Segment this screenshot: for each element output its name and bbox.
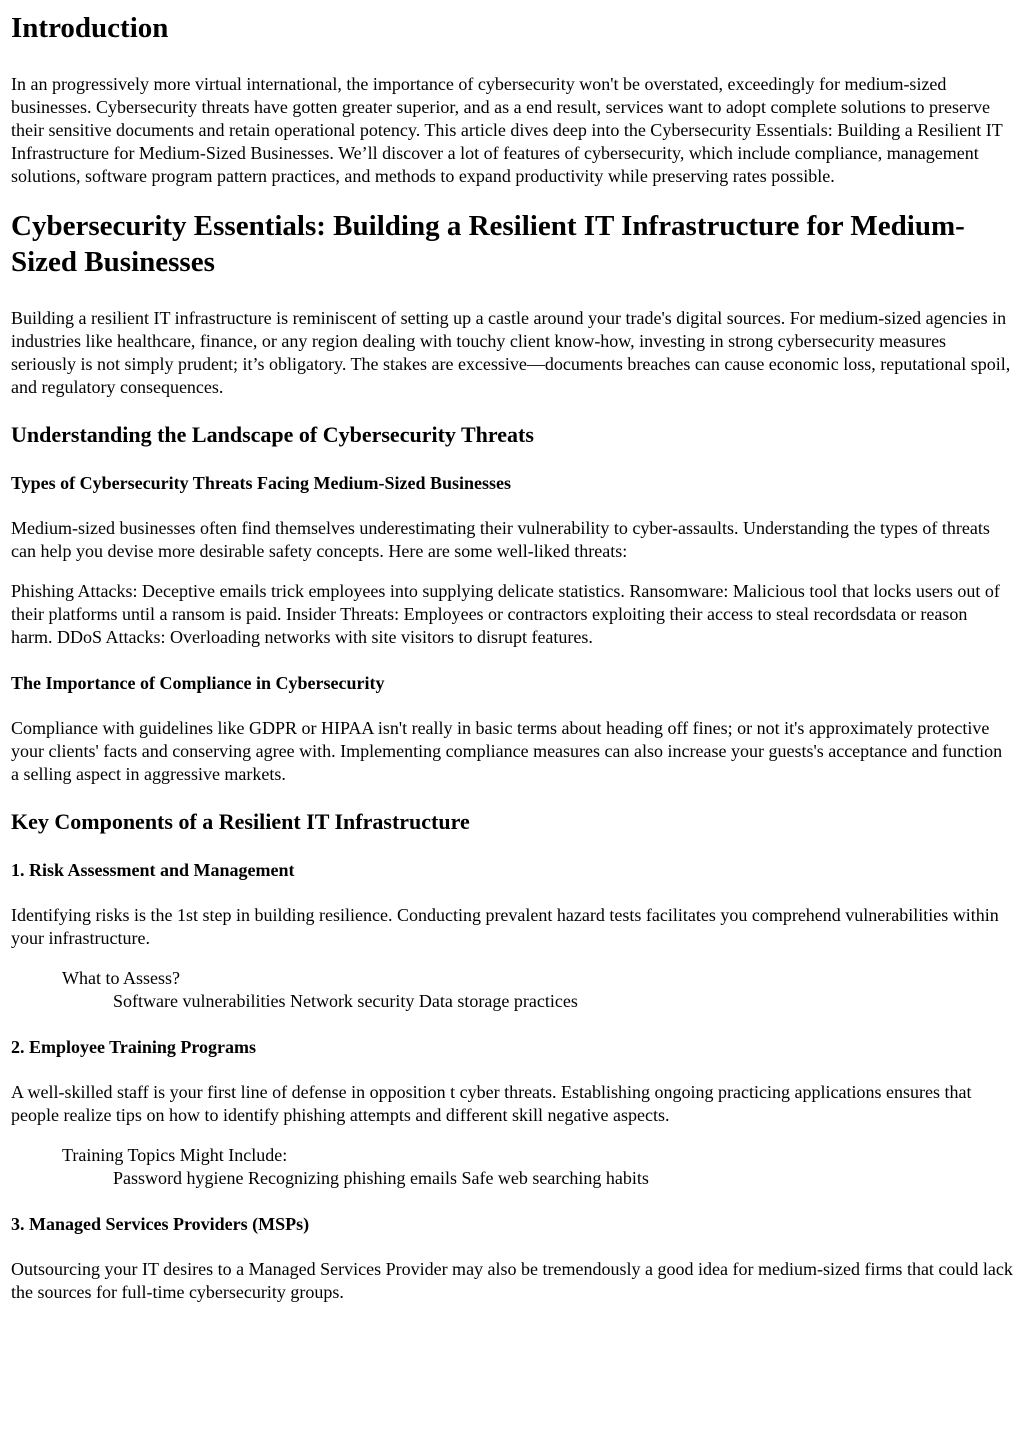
training-heading: 2. Employee Training Programs [11, 1037, 256, 1057]
training-list-items: Password hygiene Recognizing phishing emails Safe web searching habits [113, 1168, 649, 1188]
compliance-paragraph: Compliance with guidelines like GDPR or HIPAA isn't really in basic terms about heading off fines; or not it's approximately protective your clients' facts and conserving agree with. Implementing compliance measures can also increase your guests's acceptance and function a selling aspect in aggressive markets. [11, 718, 1003, 784]
intro-heading: Introduction [11, 12, 169, 44]
components-heading: Key Components of a Resilient IT Infrastructure [11, 809, 470, 834]
intro-paragraph: In an progressively more virtual international, the importance of cybersecurity won't be overstated, exceedingly for medium-sized businesses. Cybersecurity threats have gotten greater superior, and as a end result, services want to adopt complete solutions to preserve their sensitive documents and retain operational potency. This article dives deep into the Cybersecurity Essentials: Building a Resilient IT Infrastructure for Medium-Sized Businesses. We’ll discover a lot of features of cybersecurity, which include compliance, management solutions, software program pattern practices, and methods to expand productivity while preserving rates possible. [11, 74, 1003, 186]
risk-paragraph: Identifying risks is the 1st step in building resilience. Conducting prevalent hazard tests facilitates you comprehend vulnerabilities within your infrastructure. [11, 905, 999, 948]
main-paragraph: Building a resilient IT infrastructure is reminiscent of setting up a castle around your trade's digital sources. For medium-sized agencies in industries like healthcare, finance, or any region dealing with touchy client know-how, investing in strong cybersecurity measures seriously is not simply prudent; it’s obligatory. The stakes are excessive—documents breaches can cause economic loss, reputational spoil, and regulatory consequences. [11, 308, 1011, 397]
risk-list-label: What to Assess? [62, 968, 180, 988]
msp-heading: 3. Managed Services Providers (MSPs) [11, 1214, 310, 1234]
article [0, 10, 1024, 1304]
risk-heading: 1. Risk Assessment and Management [11, 860, 295, 880]
training-list [62, 1144, 1013, 1190]
landscape-heading: Understanding the Landscape of Cybersecurity Threats [11, 422, 534, 447]
msp-paragraph: Outsourcing your IT desires to a Managed Services Provider may also be tremendously a good idea for medium-sized firms that could lack the sources for full-time cybersecurity groups. [11, 1259, 1013, 1302]
compliance-heading: The Importance of Compliance in Cybersecurity [11, 673, 385, 693]
risk-list-items: Software vulnerabilities Network security Data storage practices [113, 991, 578, 1011]
threats-paragraph: Phishing Attacks: Deceptive emails trick employees into supplying delicate statistics. Ransomware: Malicious tool that locks users out of their platforms until a ransom is paid. Insider Threats: Employees or contractors exploiting their access to steal recordsdata or reason harm. DDoS Attacks: Overloading networks with site visitors to disrupt features. [11, 581, 1000, 647]
threat-types-heading: Types of Cybersecurity Threats Facing Medium-Sized Businesses [11, 473, 511, 493]
threat-types-paragraph: Medium-sized businesses often find themselves underestimating their vulnerability to cyber-assaults. Understanding the types of threats can help you devise more desirable safety concepts. Here are some well-liked threats: [11, 518, 990, 561]
risk-list [62, 967, 1013, 1013]
training-list-label: Training Topics Might Include: [62, 1145, 288, 1165]
main-heading: Cybersecurity Essentials: Building a Resilient IT Infrastructure for Medium-Sized Businesses [11, 210, 965, 278]
training-paragraph: A well-skilled staff is your first line of defense in opposition t cyber threats. Establishing ongoing practicing applications ensures that people realize tips on how to identify phishing attempts and different skill negative aspects. [11, 1082, 972, 1125]
